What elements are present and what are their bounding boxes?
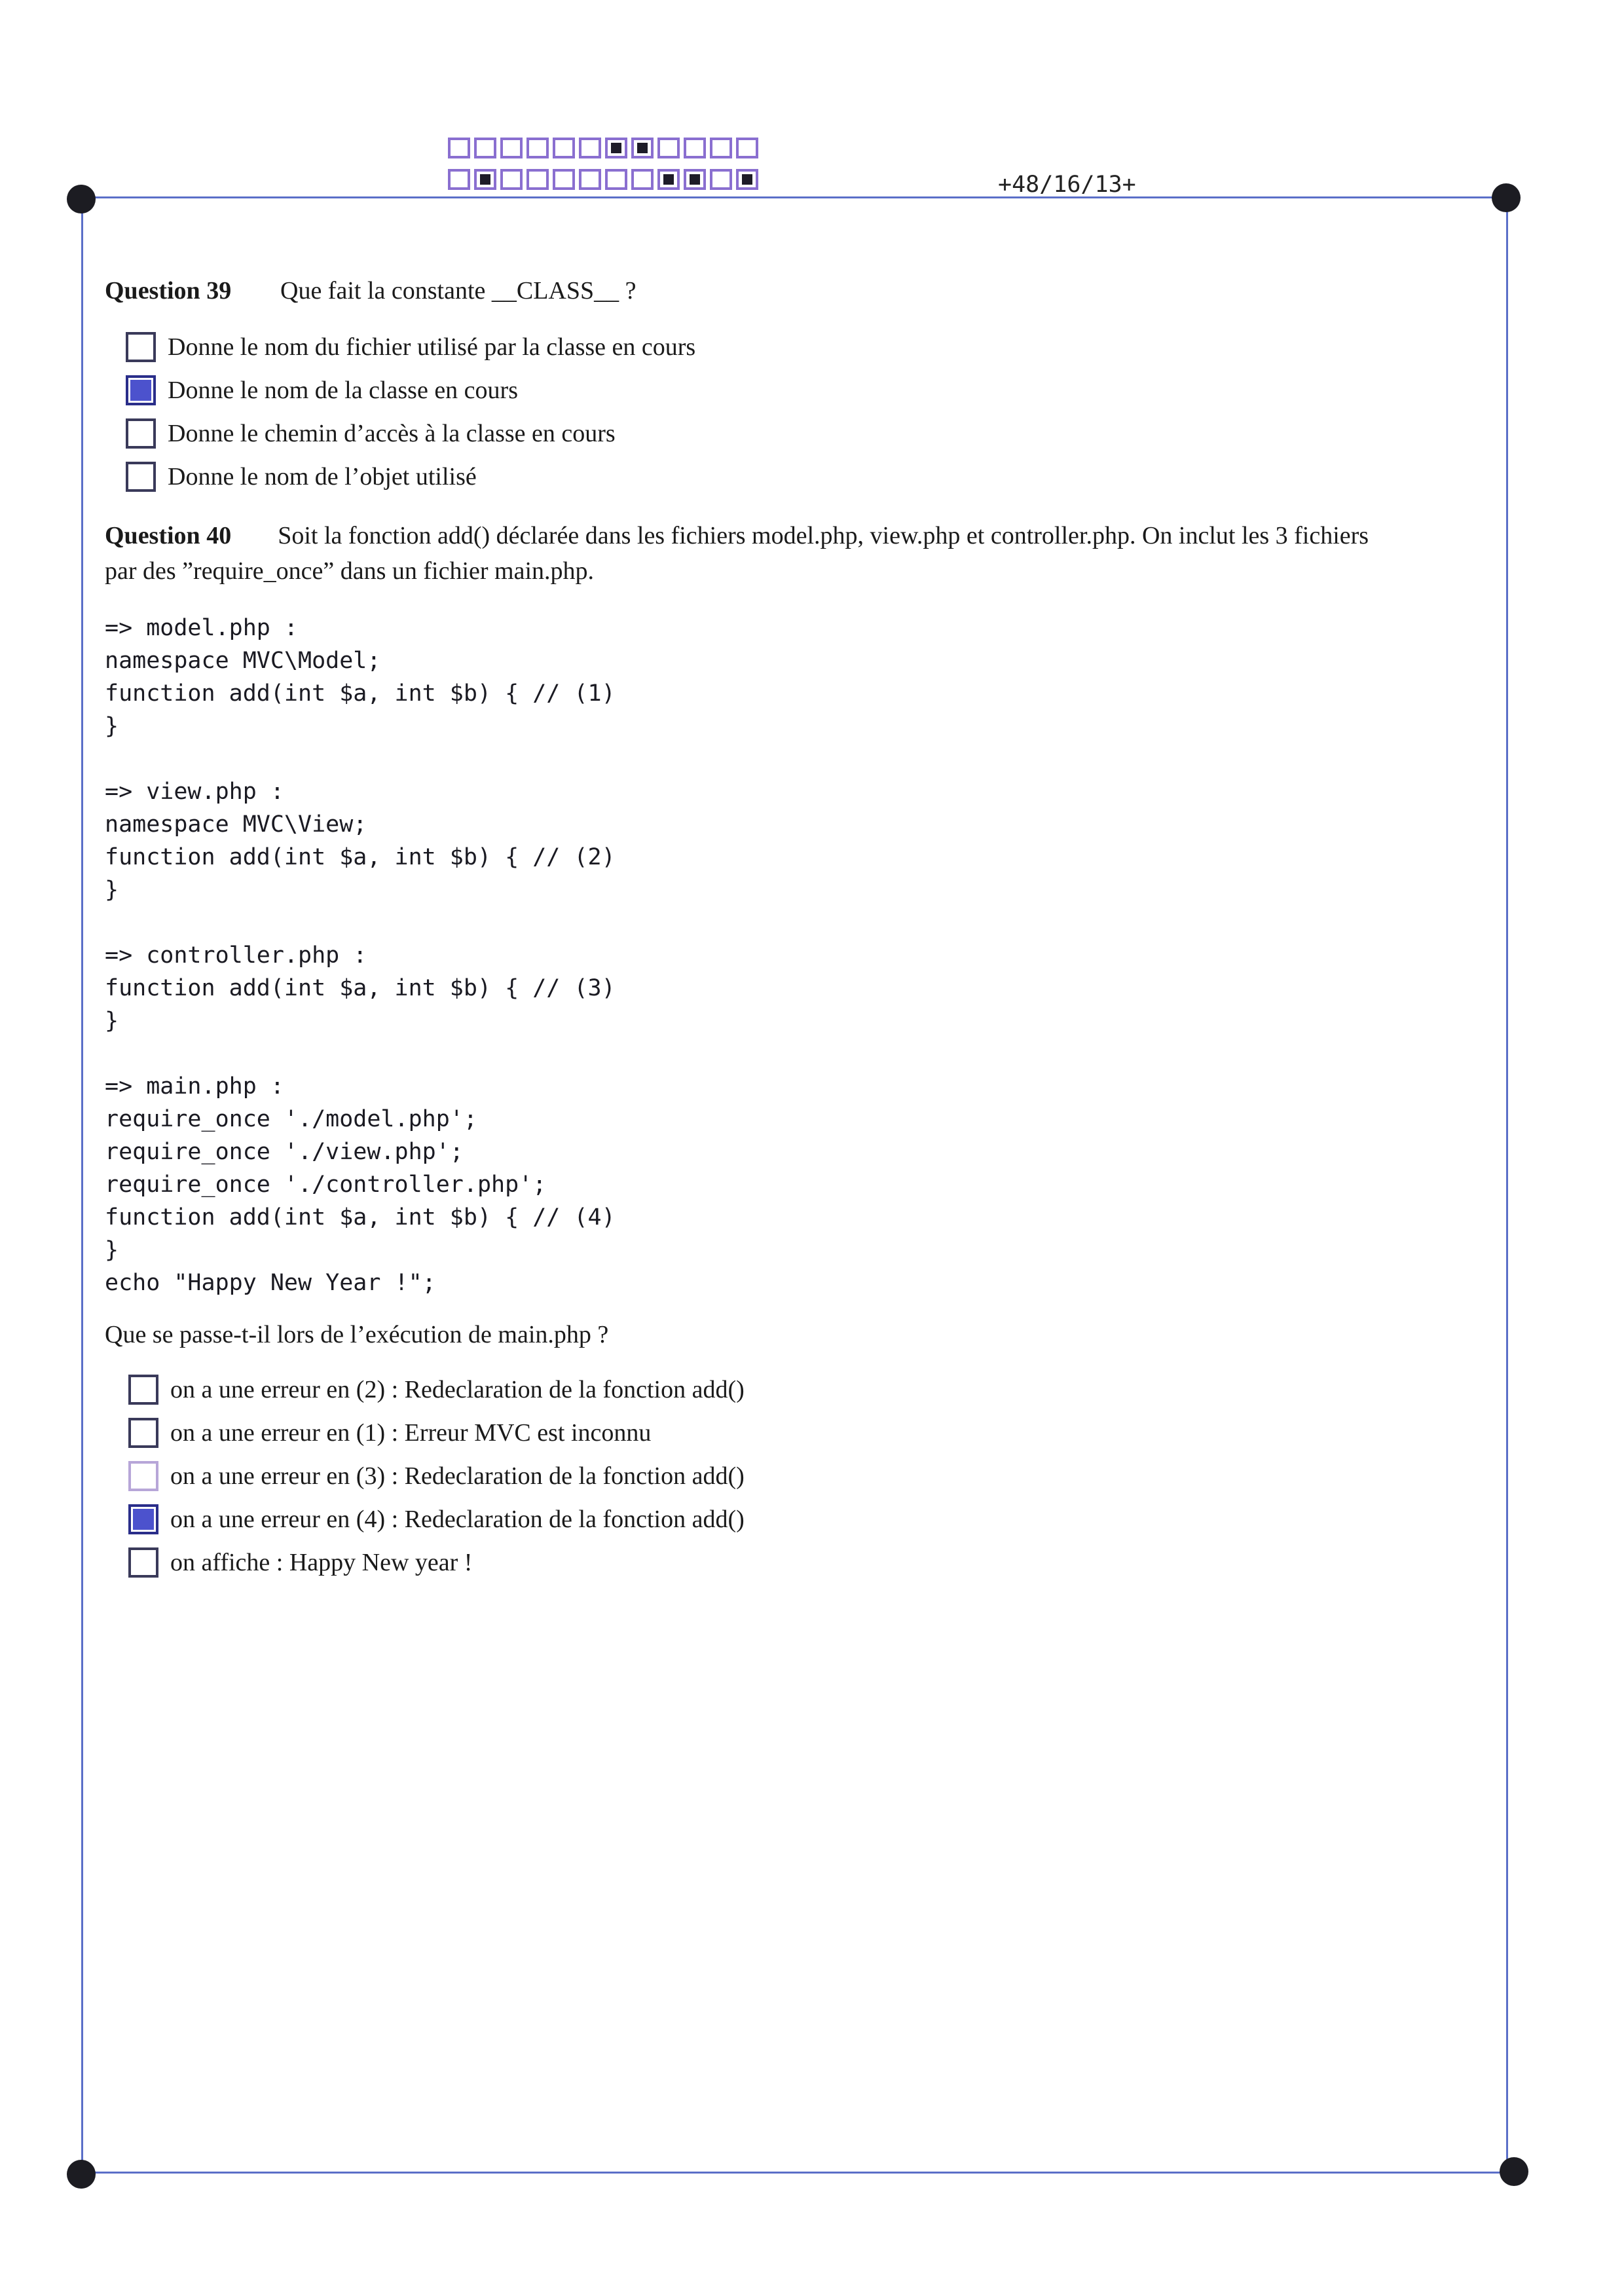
frame-left-line — [81, 196, 83, 2173]
code-box-empty — [605, 169, 627, 190]
frame-bottom-line — [81, 2172, 1515, 2174]
frame-top-line — [81, 196, 1514, 198]
q40-option-1[interactable] — [128, 1371, 745, 1408]
code-line: } — [105, 1237, 119, 1263]
code-box-empty — [500, 138, 523, 158]
code-box-empty — [474, 138, 496, 158]
q40-option-label: on a une erreur en (3) : Redeclaration de la fonction add() — [170, 1462, 745, 1490]
q39-checkbox-3[interactable] — [126, 418, 156, 449]
question-40-prompt: Que se passe-t-il lors de l’exécution de main.php ? — [105, 1321, 609, 1348]
code-box-empty — [553, 138, 575, 158]
page-id: +48/16/13+ — [998, 172, 1136, 198]
code-box-empty — [500, 169, 523, 190]
code-line: } — [105, 713, 119, 739]
code-box-empty — [579, 138, 601, 158]
frame-right-line — [1506, 196, 1508, 2173]
question-40-text-line-2: par des ”require_once” dans un fichier main.php. — [105, 557, 595, 585]
code-line: function add(int $a, int $b) { // (3) — [105, 975, 616, 1001]
q39-option-2[interactable] — [126, 372, 518, 409]
q40-option-3[interactable] — [128, 1458, 745, 1494]
code-listing — [105, 612, 616, 1299]
code-box-empty — [526, 138, 549, 158]
q39-option-label: Donne le nom de la classe en cours — [168, 377, 518, 404]
code-box-empty — [684, 138, 706, 158]
q40-option-2[interactable] — [128, 1415, 651, 1451]
code-box-filled — [631, 138, 654, 158]
q39-option-label: Donne le nom de l’objet utilisé — [168, 463, 477, 491]
code-line: } — [105, 877, 119, 903]
code-line: require_once './model.php'; — [105, 1106, 477, 1132]
code-line — [105, 743, 616, 775]
code-line: namespace MVC\Model; — [105, 648, 381, 674]
q40-option-label: on a une erreur en (2) : Redeclaration de la fonction add() — [170, 1376, 745, 1403]
registration-dot-bottom-left — [67, 2160, 96, 2189]
code-box-empty — [631, 169, 654, 190]
question-39-text: Que fait la constante __CLASS__ ? — [280, 277, 637, 305]
binary-code-row-2 — [448, 169, 762, 190]
q39-checkbox-2-checked[interactable] — [126, 375, 156, 405]
q39-option-3[interactable] — [126, 415, 616, 452]
code-line: } — [105, 1008, 119, 1034]
code-line: function add(int $a, int $b) { // (2) — [105, 844, 616, 870]
code-box-filled — [605, 138, 627, 158]
question-number: Question 40 — [105, 522, 232, 549]
question-39-number — [105, 274, 231, 308]
binary-code-row-1 — [448, 138, 762, 158]
q40-checkbox-1[interactable] — [128, 1375, 158, 1405]
code-box-filled — [474, 169, 496, 190]
code-box-empty — [710, 169, 732, 190]
q40-checkbox-4-checked[interactable] — [128, 1504, 158, 1534]
q39-checkbox-4[interactable] — [126, 462, 156, 492]
q40-checkbox-5[interactable] — [128, 1547, 158, 1578]
question-40-statement — [105, 519, 1500, 553]
q39-option-label: Donne le chemin d’accès à la classe en cours — [168, 420, 616, 447]
registration-dot-top-left — [67, 185, 96, 213]
code-line: function add(int $a, int $b) { // (1) — [105, 680, 616, 707]
code-line — [105, 906, 616, 939]
code-line: => controller.php : — [105, 942, 367, 969]
code-box-empty — [448, 138, 470, 158]
code-box-filled — [684, 169, 706, 190]
code-line — [105, 1037, 616, 1070]
q40-checkbox-2[interactable] — [128, 1418, 158, 1448]
code-box-filled — [736, 169, 758, 190]
q40-option-4[interactable] — [128, 1501, 745, 1538]
code-box-filled — [657, 169, 680, 190]
question-40-text-line-1: Soit la fonction add() déclarée dans les fichiers model.php, view.php et controller.php. On inclut les 3 fichiers — [278, 522, 1369, 549]
code-line: require_once './controller.php'; — [105, 1172, 547, 1198]
code-box-empty — [553, 169, 575, 190]
code-line: echo "Happy New Year !"; — [105, 1270, 436, 1296]
code-box-empty — [448, 169, 470, 190]
code-line: => model.php : — [105, 615, 299, 641]
code-line: namespace MVC\View; — [105, 811, 367, 838]
q40-option-label: on a une erreur en (1) : Erreur MVC est inconnu — [170, 1419, 652, 1447]
code-box-empty — [657, 138, 680, 158]
q39-checkbox-1[interactable] — [126, 332, 156, 362]
q40-option-5[interactable] — [128, 1544, 472, 1581]
code-box-empty — [736, 138, 758, 158]
q40-option-label: on affiche : Happy New year ! — [170, 1549, 473, 1576]
registration-dot-bottom-right — [1500, 2157, 1528, 2186]
code-line: => view.php : — [105, 779, 284, 805]
code-box-empty — [526, 169, 549, 190]
code-line: require_once './view.php'; — [105, 1139, 464, 1165]
question-number: Question 39 — [105, 277, 232, 305]
code-box-empty — [710, 138, 732, 158]
code-line: function add(int $a, int $b) { // (4) — [105, 1204, 616, 1231]
q39-option-label: Donne le nom du fichier utilisé par la classe en cours — [168, 333, 696, 361]
code-line: => main.php : — [105, 1073, 284, 1100]
q40-option-label: on a une erreur en (4) : Redeclaration de la fonction add() — [170, 1506, 745, 1533]
q39-option-1[interactable] — [126, 329, 695, 365]
registration-dot-top-right — [1492, 183, 1521, 212]
q39-option-4[interactable] — [126, 458, 477, 495]
q40-checkbox-3[interactable] — [128, 1461, 158, 1491]
code-box-empty — [579, 169, 601, 190]
